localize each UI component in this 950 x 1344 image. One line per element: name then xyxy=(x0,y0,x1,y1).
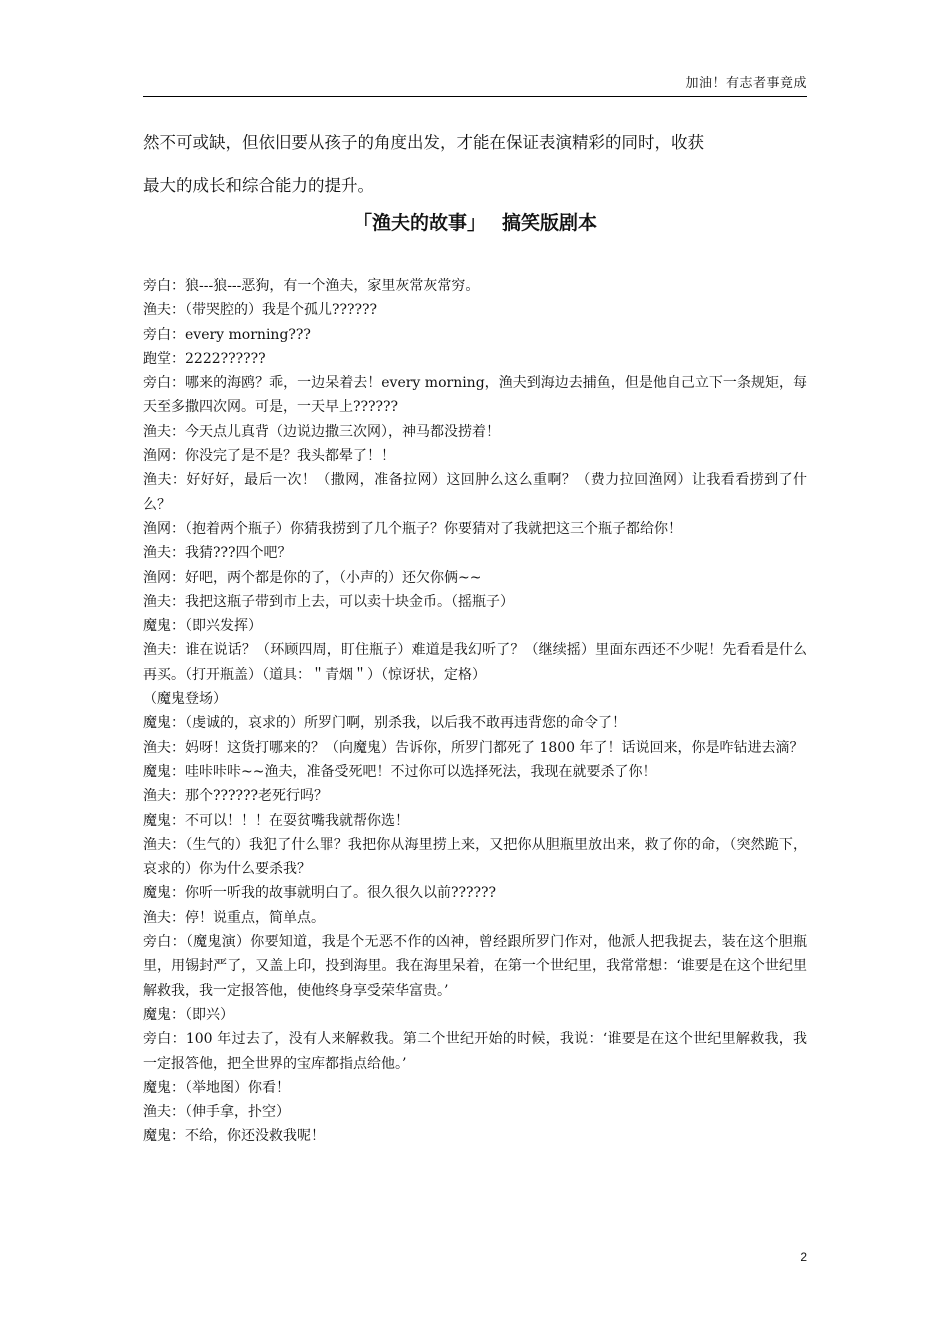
script-line xyxy=(143,1003,807,1027)
line-text: 狼---狼---恶狗，有一个渔夫，家里灰常灰常穷。 xyxy=(185,278,480,294)
line-text: 不给，你还没救我呢！ xyxy=(185,1128,325,1145)
speaker-label: 魔鬼 ： xyxy=(143,885,185,901)
script-line xyxy=(143,541,807,565)
speaker-label: 渔夫 ： xyxy=(143,545,185,561)
speaker-label: 渔夫 ： xyxy=(143,788,185,804)
speaker-label: 旁白 ： xyxy=(143,327,185,343)
script-line xyxy=(143,736,807,760)
speaker-label: 魔鬼 ： xyxy=(143,1080,185,1096)
script-line xyxy=(143,809,807,833)
line-text: 你听一听我的故事就明白了。很久很久以前?????? xyxy=(185,885,497,902)
script-line xyxy=(143,687,807,711)
line-text: 好吧，两个都是你的了，（小声的）还欠你俩~~ xyxy=(185,569,482,586)
speaker-label: 渔网 ： xyxy=(143,570,185,586)
line-text: 不可以！！！在耍贫嘴我就帮你选！ xyxy=(185,812,409,829)
speaker-label: 旁白 ： xyxy=(143,1031,186,1047)
script-line xyxy=(143,1027,807,1076)
speaker-label: 魔鬼 ： xyxy=(143,813,185,829)
line-text: （伸手拿，扑空） xyxy=(185,1104,290,1121)
line-text: 哪来的海鸥？乖，一边呆着去！every morning，渔夫到海边去捕鱼，但是他自己立下一条规矩，每天至多撒四次网。可是，一天早上?????? xyxy=(143,375,807,416)
speaker-label: 渔夫 ： xyxy=(143,1104,185,1120)
header-rule xyxy=(143,96,807,97)
speaker-label: 渔夫 ： xyxy=(143,472,186,488)
speaker-label: 魔鬼 ： xyxy=(143,618,185,634)
speaker-label: 渔夫 ： xyxy=(143,910,185,926)
line-text: （魔鬼演）你要知道，我是个无恶不作的凶神，曾经跟所罗门作对，他派人把我捉去，装在这个胆瓶里，用锡封严了，又盖上印，投到海里。我在海里呆着，在第一个世纪里，我常常想：‘谁要是在这个世纪里解救我，我一定报答他，使他终身享受荣华富贵。’ xyxy=(143,934,808,999)
script-line xyxy=(143,614,807,638)
line-text: 2222?????? xyxy=(185,350,266,367)
speaker-label: 魔鬼 ： xyxy=(143,1128,185,1144)
script-line xyxy=(143,784,807,808)
script-line xyxy=(143,517,807,541)
script-line xyxy=(143,1124,807,1148)
script-title: 「渔夫的故事」 搞笑版剧本 xyxy=(352,212,598,234)
script-body xyxy=(143,274,807,1149)
line-text: （带哭腔的）我是个孤儿?????? xyxy=(185,302,378,319)
script-line xyxy=(143,274,807,298)
script-line xyxy=(143,930,807,1003)
line-text: （抱着两个瓶子）你猜我捞到了几个瓶子？你要猜对了我就把这三个瓶子都给你！ xyxy=(185,520,682,537)
speaker-label: 旁白 ： xyxy=(143,278,185,294)
line-text: 妈呀！这货打哪来的？（向魔鬼）告诉你，所罗门都死了 1800 年了！话说回来，你是咋钻进去滴？ xyxy=(185,739,804,756)
script-line xyxy=(143,323,807,347)
line-text: （生气的）我犯了什么罪？我把你从海里捞上来，又把你从胆瓶里放出来，救了你的命，（突然跪下，哀求的）你为什么要杀我？ xyxy=(143,836,808,878)
line-text: 你没完了是不是？我头都晕了！！ xyxy=(185,448,395,465)
page-number: 2 xyxy=(800,1250,807,1264)
script-line xyxy=(143,566,807,590)
line-text: 我把这瓶子带到市上去，可以卖十块金币。（摇瓶子） xyxy=(185,593,514,610)
speaker-label: 渔夫 ： xyxy=(143,837,185,853)
script-line xyxy=(143,298,807,322)
line-text: 我猜???四个吧？ xyxy=(185,545,292,562)
line-text: 谁在说话？（环顾四周，盯住瓶子）难道是我幻听了？（继续摇）里面东西还不少呢！先看看是什么再买。（打开瓶盖）（道具：＂青烟＂）（惊讶状，定格） xyxy=(143,642,808,683)
speaker-label: 旁白 ： xyxy=(143,934,186,950)
line-text: （魔鬼登场） xyxy=(143,691,227,708)
script-line xyxy=(143,371,807,420)
speaker-label: 旁白 ： xyxy=(143,375,185,391)
script-line xyxy=(143,420,807,444)
speaker-label: 渔网 ： xyxy=(143,448,185,464)
header-motto: 加油！有志者事竟成 xyxy=(685,76,807,91)
line-text: 那个??????老死行吗？ xyxy=(185,788,329,805)
intro-line: 最大的成长和综合能力的提升。 xyxy=(143,176,374,195)
script-line xyxy=(143,760,807,784)
speaker-label: 魔鬼 ： xyxy=(143,1007,185,1023)
line-text: （即兴） xyxy=(185,1006,234,1023)
script-line xyxy=(143,1076,807,1100)
line-text: 停！说重点，简单点。 xyxy=(185,909,325,926)
script-line xyxy=(143,444,807,468)
script-line xyxy=(143,1100,807,1124)
script-line xyxy=(143,881,807,905)
script-line xyxy=(143,906,807,930)
speaker-label: 跑堂 ： xyxy=(143,351,185,367)
script-line xyxy=(143,638,807,687)
intro-line: 然不可或缺，但依旧要从孩子的角度出发，才能在保证表演精彩的同时，收获 xyxy=(143,133,704,152)
line-text: （即兴发挥） xyxy=(185,618,262,635)
script-line xyxy=(143,833,807,882)
line-text: 好好好，最后一次！（撒网，准备拉网）这回肿么这么重啊？（费力拉回渔网）让我看看捞到了什么？ xyxy=(143,472,808,513)
speaker-label: 渔夫 ： xyxy=(143,642,185,658)
speaker-label: 渔夫 ： xyxy=(143,594,185,610)
speaker-label: 渔夫 ： xyxy=(143,424,185,440)
script-line xyxy=(143,347,807,371)
line-text: 哇咔咔咔~~渔夫，准备受死吧！不过你可以选择死法，我现在就要杀了你！ xyxy=(185,763,657,780)
speaker-label: 魔鬼 ： xyxy=(143,715,185,731)
speaker-label: 渔夫 ： xyxy=(143,740,185,756)
line-text: （举地图）你看！ xyxy=(185,1079,290,1096)
speaker-label: 魔鬼 ： xyxy=(143,764,185,780)
intro-paragraph xyxy=(143,121,807,207)
script-line xyxy=(143,711,807,735)
script-line xyxy=(143,590,807,614)
line-text: （虔诚的，哀求的）所罗门啊，别杀我，以后我不敢再违背您的命令了！ xyxy=(185,715,626,732)
line-text: every morning??? xyxy=(185,326,311,343)
speaker-label: 渔夫 ： xyxy=(143,302,185,318)
line-text: 100 年过去了，没有人来解救我。第二个世纪开始的时候，我说：‘谁要是在这个世纪里解救我，我一定报答他，把全世界的宝库都指点给他。’ xyxy=(143,1031,808,1072)
speaker-label: 渔网 ： xyxy=(143,521,185,537)
script-line xyxy=(143,468,807,517)
line-text: 今天点儿真背（边说边撒三次网），神马都没捞着！ xyxy=(185,423,500,440)
